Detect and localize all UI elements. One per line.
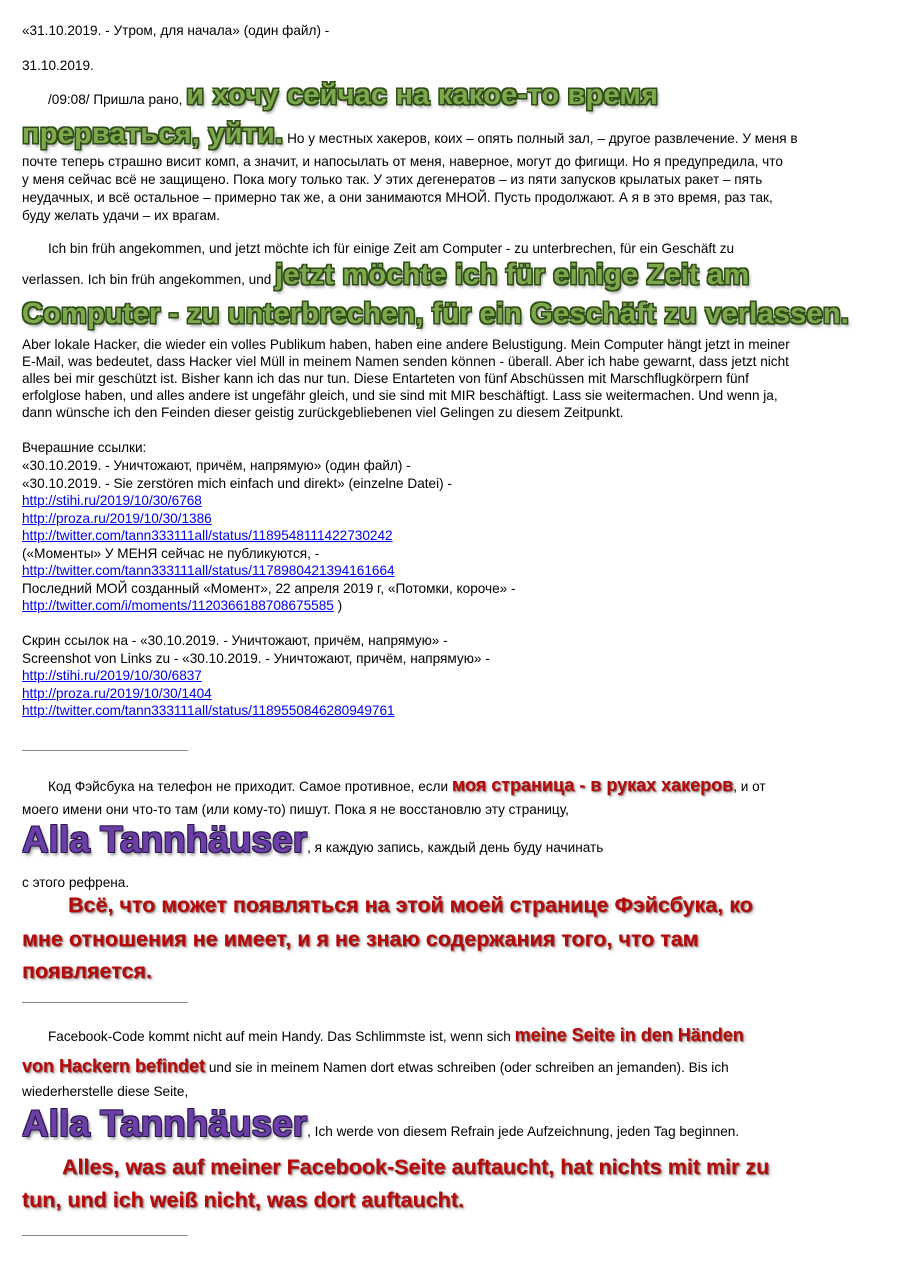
link-row-stihi bbox=[22, 492, 882, 509]
link-row-moments: http://twitter.com/i/moments/1120366188708675585 ) bbox=[22, 598, 343, 613]
de-highlight-2: Computer - zu unterbrechen, für ein Geschäft zu verlassen. bbox=[22, 298, 849, 330]
de-intro-line-7: erfolglose haben, und alles andere ist ungefähr gleich, und sie sind mit MIR beschäftigt. Lass sie weitermachen. Und wenn ja, bbox=[22, 388, 778, 403]
fb-de-name-line: Alla Tannhäuser, Ich werde von diesem Refrain jede Aufzeichnung, jeden Tag beginnen. bbox=[22, 1103, 740, 1144]
fb-ru-refrain-3: появляется. bbox=[22, 959, 152, 983]
screen-link-row-twitter bbox=[22, 702, 882, 719]
de-intro-line-5: E-Mail, was bedeutet, dass Hacker viel Müll in meinem Namen senden können - überall. Aber ich habe gewarnt, dass jetzt nicht bbox=[22, 354, 789, 369]
fb-de-line-3: wiederherstelle diese Seite, bbox=[22, 1084, 189, 1099]
fb-de-line-2: von Hackern befindet und sie in meinem Namen dort etwas schreiben (oder schreiben an jemanden). Bis ich bbox=[22, 1056, 729, 1076]
ru-intro-line-1 bbox=[22, 80, 882, 115]
ru-highlight-2: прерваться, уйти. bbox=[22, 118, 284, 150]
screens-ru: Скрин ссылок на - «30.10.2019. - Уничтожают, причём, напрямую» - bbox=[22, 633, 448, 648]
time-stamp: /09:08/ Пришла рано, bbox=[48, 92, 183, 107]
de-intro-line-2: verlassen. Ich bin früh angekommen, und jetzt möchte ich für einige Zeit am bbox=[22, 259, 750, 291]
fb-ru-refrain-1: Всё, что может появляться на этой моей странице Фэйсбука, ко bbox=[68, 893, 753, 917]
divider bbox=[22, 1235, 188, 1236]
fb-de-refrain-2: tun, und ich weiß nicht, was dort auftaucht. bbox=[22, 1188, 464, 1212]
last-moment-line: Последний МОЙ созданный «Момент», 22 апреля 2019 г, «Потомки, короче» - bbox=[22, 581, 516, 596]
fb-ru-highlight: моя страница - в руках хакеров bbox=[451, 775, 734, 795]
fb-ru-line-2: моего имени они что-то там (или кому-то) пишут. Пока я не восстановлю эту страницу, bbox=[22, 802, 569, 817]
link-twitter-2[interactable]: http://twitter.com/tann333111all/status/1178980421394161664 bbox=[22, 563, 395, 578]
de-intro-line-3 bbox=[22, 296, 882, 337]
screen-link-stihi[interactable]: http://stihi.ru/2019/10/30/6837 bbox=[22, 668, 202, 683]
link-stihi[interactable]: http://stihi.ru/2019/10/30/6768 bbox=[22, 493, 202, 508]
ru-intro-line-6: буду желать удачи – их врагам. bbox=[22, 208, 220, 223]
screens-de: Screenshot von Links zu - «30.10.2019. - Уничтожают, причём, напрямую» - bbox=[22, 651, 490, 666]
fb-ru-refrain-intro: с этого рефрена. bbox=[22, 875, 130, 890]
divider bbox=[22, 1002, 188, 1003]
fb-ru-line-1: Код Фэйсбука на телефон не приходит. Самое противное, если моя страница - в руках хакеров, и от bbox=[48, 775, 766, 795]
ru-intro-line-4: у меня сейчас всё не защищено. Пока могу только так. У этих дегенератов – из пяти запусков крылатых ракет – пять bbox=[22, 172, 763, 187]
link-twitter[interactable]: http://twitter.com/tann333111all/status/1189548111422730242 bbox=[22, 528, 393, 543]
links-title-ru: «30.10.2019. - Уничтожают, причём, напрямую» (один файл) - bbox=[22, 458, 411, 473]
link-proza[interactable]: http://proza.ru/2019/10/30/1386 bbox=[22, 511, 212, 526]
link-moments[interactable]: http://twitter.com/i/moments/1120366188708675585 bbox=[22, 598, 334, 613]
de-highlight-1: jetzt möchte ich für einige Zeit am bbox=[275, 259, 750, 291]
screen-link-twitter[interactable]: http://twitter.com/tann333111all/status/1189550846280949761 bbox=[22, 703, 395, 718]
fb-de-refrain-1: Alles, was auf meiner Facebook-Seite auftaucht, hat nichts mit mir zu bbox=[62, 1155, 770, 1179]
de-intro-line-8: dann wünsche ich den Feinden dieser geistig zurückgebliebenen viel Gelingen zu diesem Zeitpunkt. bbox=[22, 405, 624, 420]
de-intro-line-6: alles bei mir geschützt ist. Bisher kann ich das nur tun. Diese Entarteten von fünf Abschüssen mit Marschflugkörpern fünf bbox=[22, 371, 749, 386]
fb-ru-name-line: Alla Tannhäuser, я каждую запись, каждый день буду начинать bbox=[22, 819, 604, 860]
fb-de-highlight-2: von Hackern befindet bbox=[22, 1056, 206, 1076]
fb-ru-refrain-2: мне отношения не имеет, и я не знаю содержания того, что там bbox=[22, 927, 699, 951]
ru-intro-line-5: неудачных, и всё остальное – примерно так же, а они занимаются МНОЙ. Пусть продолжают. А я в это время, раз так, bbox=[22, 190, 773, 205]
document-title: «31.10.2019. - Утром, для начала» (один файл) - bbox=[22, 23, 330, 38]
entry-date: 31.10.2019. bbox=[22, 58, 94, 73]
screen-link-row-stihi bbox=[22, 667, 882, 684]
link-row-twitter-2 bbox=[22, 562, 882, 579]
author-name: Alla Tannhäuser bbox=[22, 819, 308, 860]
link-row-twitter bbox=[22, 527, 882, 544]
links-heading: Вчерашние ссылки: bbox=[22, 440, 147, 455]
de-intro-line-4: Aber lokale Hacker, die wieder ein volles Publikum haben, haben eine andere Belustigung. Mein Computer hängt jetzt in meiner bbox=[22, 337, 790, 352]
link-row-proza bbox=[22, 510, 882, 527]
ru-highlight-1: и хочу сейчас на какое-то время bbox=[186, 79, 659, 111]
fb-de-line-1: Facebook-Code kommt nicht auf mein Handy. Das Schlimmste ist, wenn sich meine Seite in den Händen bbox=[48, 1025, 744, 1045]
divider bbox=[22, 750, 188, 751]
moments-note: («Моменты» У МЕНЯ сейчас не публикуются, - bbox=[22, 546, 320, 561]
screen-link-row-proza bbox=[22, 685, 882, 702]
screen-link-proza[interactable]: http://proza.ru/2019/10/30/1404 bbox=[22, 686, 212, 701]
fb-de-highlight-1: meine Seite in den Händen bbox=[514, 1025, 744, 1045]
author-name: Alla Tannhäuser bbox=[22, 1103, 308, 1144]
de-intro-line-1: Ich bin früh angekommen, und jetzt möchte ich für einige Zeit am Computer - zu unterbrechen, für ein Geschäft zu bbox=[48, 241, 735, 256]
links-title-de: «30.10.2019. - Sie zerstören mich einfach und direkt» (einzelne Datei) - bbox=[22, 476, 452, 491]
ru-intro-line-3: почте теперь страшно висит комп, а значит, и напосылать от меня, наверное, могут до фигищи. Но я предупредила, что bbox=[22, 154, 783, 169]
ru-intro-line-2: прерваться, уйти. Но у местных хакеров, коих – опять полный зал, – другое развлечение. У меня в bbox=[22, 118, 798, 150]
